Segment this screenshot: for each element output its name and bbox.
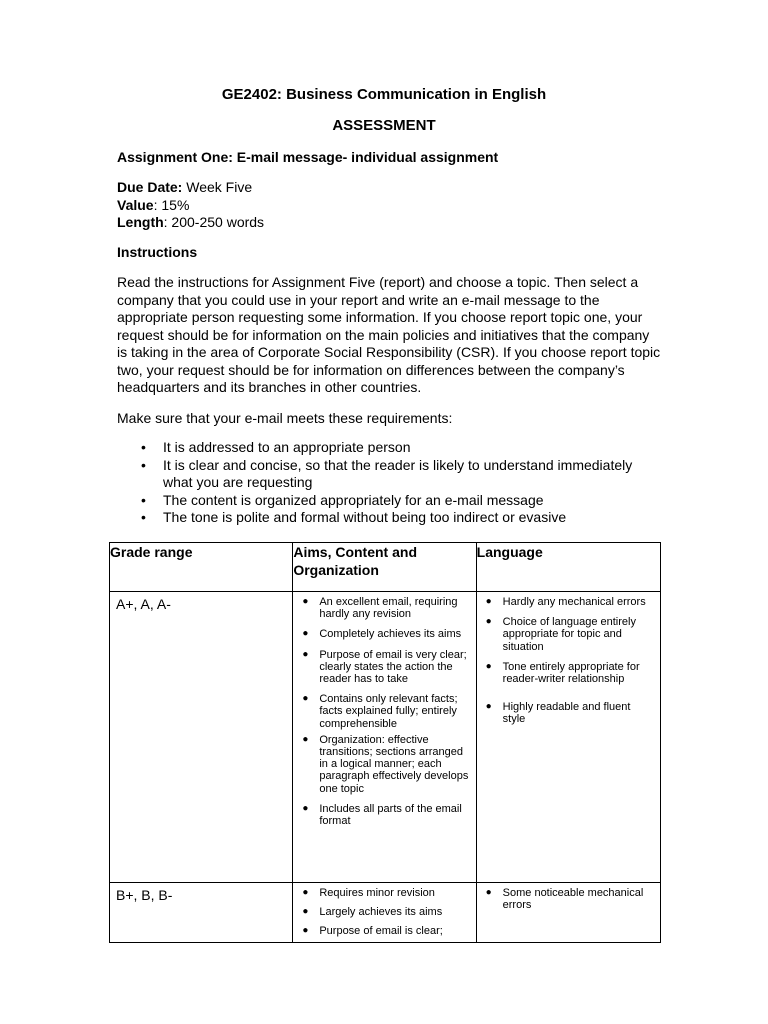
list-item: ● Some noticeable mechanical errors	[485, 887, 644, 912]
header-grade-range: Grade range	[110, 543, 293, 592]
list-item: ● Completely achieves its aims	[302, 628, 462, 641]
value-value: : 15%	[153, 196, 190, 213]
bullet-icon: •	[141, 491, 146, 508]
grading-rubric-table	[109, 542, 661, 943]
list-item: ● An excellent email, requiring hardly any revision	[302, 596, 458, 621]
requirement-item: • It is clear and concise, so that the reader is likely to understand immediately what you are requesting	[141, 456, 633, 490]
list-item: ● Highly readable and fluent style	[485, 701, 631, 726]
grade-cell: B+, B, B-	[110, 883, 293, 943]
bullet-icon: •	[141, 456, 146, 473]
bullet-icon: ●	[302, 596, 309, 607]
bullet-icon: ●	[302, 925, 309, 937]
bullet-icon: ●	[485, 660, 492, 672]
length-value: : 200-250 words	[163, 214, 265, 230]
value-line	[117, 197, 264, 215]
list-item: ● Choice of language entirely appropriate for topic and situation	[485, 616, 636, 653]
header-aims: Aims, Content and Organization	[293, 543, 476, 592]
list-item: ● Requires minor revision	[302, 887, 435, 899]
bullet-icon: ●	[485, 596, 492, 607]
bullet-icon: ●	[302, 887, 309, 898]
requirement-item: • The tone is polite and formal without being too indirect or evasive	[141, 509, 567, 525]
due-date-value: Week Five	[182, 179, 253, 195]
list-item: ● Purpose of email is very clear; clearly states the action the reader has to take	[302, 648, 467, 686]
list-item: ● Tone entirely appropriate for reader-writer relationship	[485, 660, 640, 686]
language-cell	[476, 883, 660, 943]
table-row	[110, 883, 661, 943]
due-date-label: Due Date:	[117, 179, 183, 195]
aims-cell	[293, 592, 476, 883]
bullet-icon: •	[141, 439, 146, 455]
bullet-icon: ●	[302, 733, 309, 745]
value-label: Value	[117, 196, 154, 213]
bullet-icon: ●	[302, 628, 309, 640]
requirement-item: • It is addressed to an appropriate person	[141, 439, 411, 455]
header-language: Language	[476, 543, 660, 592]
bullet-icon: ●	[302, 693, 309, 705]
assignment-meta	[117, 179, 264, 232]
length-line	[117, 214, 264, 232]
list-item: ● Includes all parts of the email format	[302, 802, 462, 828]
list-item: ● Organization: effective transitions; sections arranged in a logical manner; each paragraph effectively develops one topic	[302, 733, 469, 795]
course-title: GE2402: Business Communication in English	[221, 86, 547, 103]
bullet-icon: ●	[485, 616, 492, 628]
requirements-list	[117, 439, 662, 527]
section-heading: ASSESSMENT	[332, 117, 436, 134]
due-date-line	[117, 179, 264, 197]
list-item: ● Hardly any mechanical errors	[485, 596, 646, 608]
bullet-icon: ●	[485, 887, 492, 898]
instructions-heading: Instructions	[117, 244, 198, 260]
grade-cell: A+, A, A-	[110, 592, 293, 883]
list-item: ● Contains only relevant facts; facts explained fully; entirely comprehensible	[302, 693, 458, 730]
bullet-icon: ●	[302, 906, 309, 918]
aims-cell	[293, 883, 476, 943]
length-label: Length	[117, 214, 164, 230]
list-item: ● Purpose of email is clear;	[302, 925, 443, 938]
bullet-icon: ●	[302, 802, 309, 814]
table-header-row	[110, 543, 661, 592]
bullet-icon: •	[141, 509, 146, 525]
language-cell	[476, 592, 660, 883]
bullet-icon: ●	[302, 648, 309, 660]
instructions-paragraph: Read the instructions for Assignment Five (report) and choose a topic. Then select a company that you could use in your report and write an e-mail message to the appropriate person requesting some information. If you choose report topic one, your request should be for information on the main policies and initiatives that the company is taking in the area of Corporate Social Responsibility (CSR). If you choose report topic two, your request should be for information on differences between the company’s headquarters and its branches in other countries.	[117, 274, 661, 395]
assignment-title: Assignment One: E-mail message- individual assignment	[117, 149, 499, 165]
list-item: ● Largely achieves its aims	[302, 906, 443, 919]
bullet-icon: ●	[485, 701, 492, 713]
requirements-intro: Make sure that your e-mail meets these requirements:	[117, 410, 453, 426]
table-row	[110, 592, 661, 883]
requirement-item: • The content is organized appropriately for an e-mail message	[141, 491, 544, 508]
